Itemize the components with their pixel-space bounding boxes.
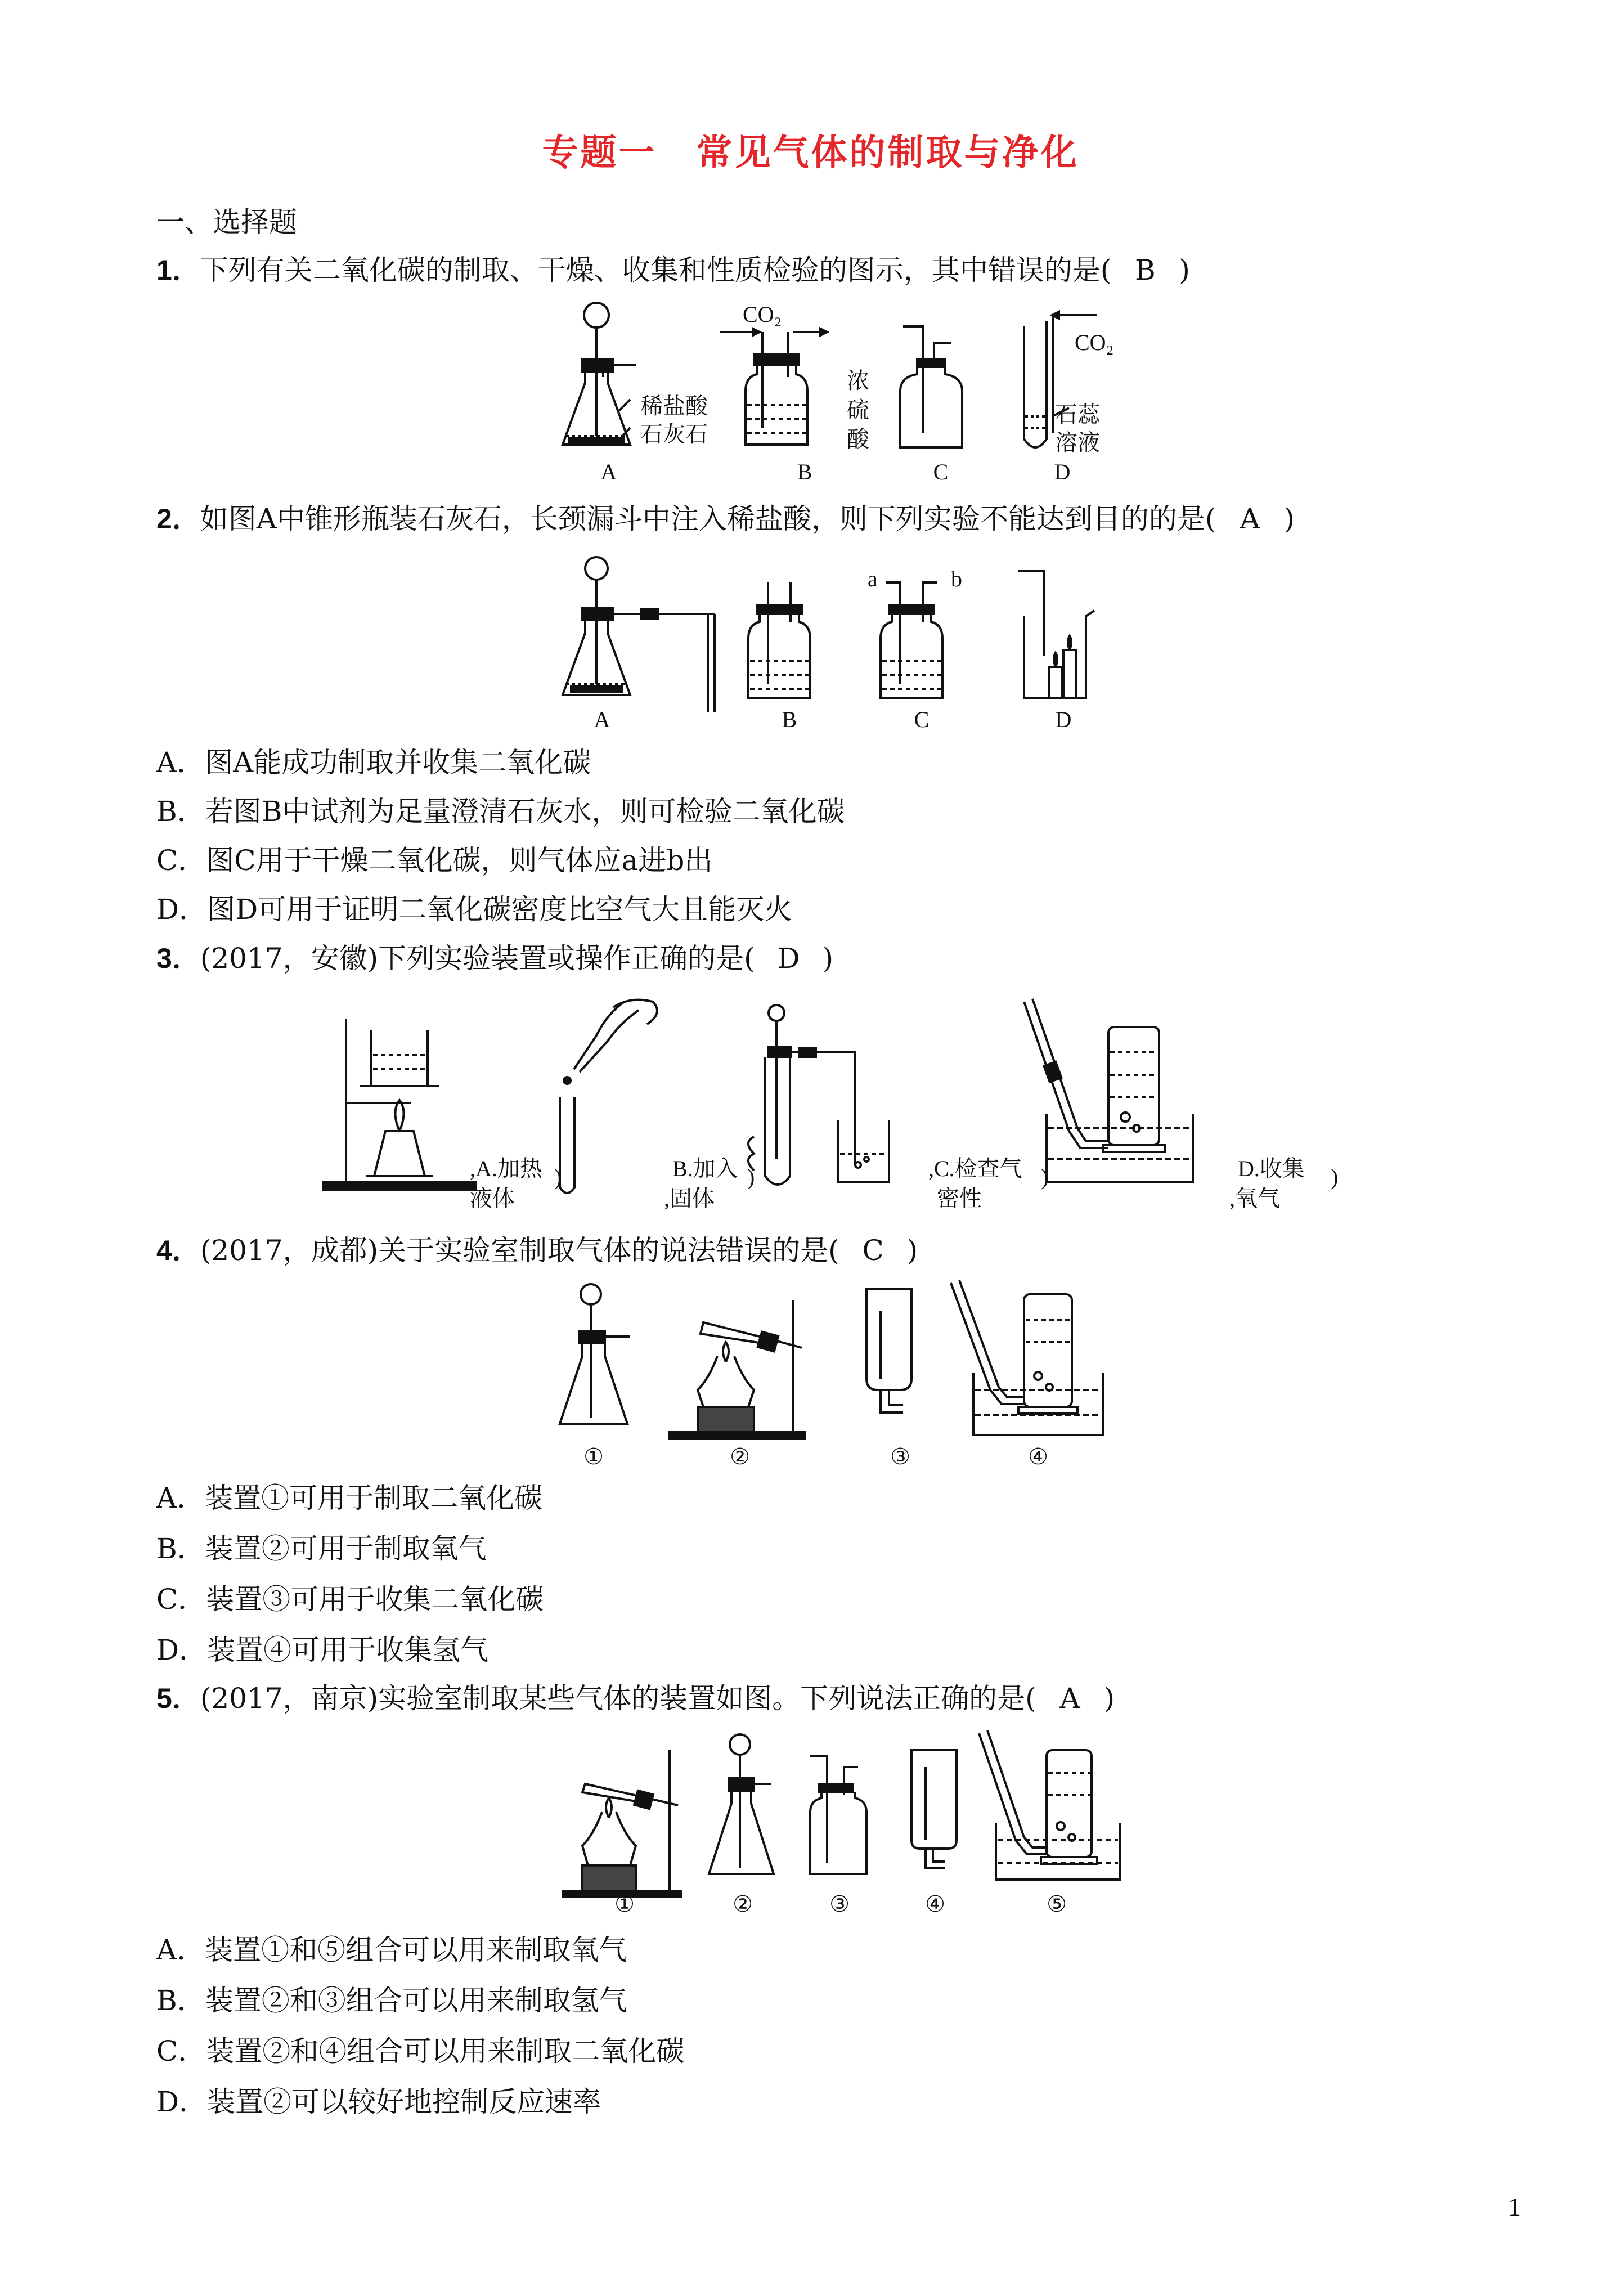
q5-label-2: ② [733, 1891, 753, 1917]
q5-option-d[interactable]: D．装置②可以较好地控制反应速率 [156, 2086, 601, 2118]
q1-apparatus-c [900, 326, 962, 447]
q1-b-gas-label: CO₂ [743, 302, 782, 327]
question-1 [156, 253, 1190, 287]
answer-blank[interactable]: D [777, 942, 800, 975]
section-heading: 一、选择题 [156, 206, 297, 239]
close-paren: ) [906, 1234, 918, 1267]
q1-label-a: A [600, 459, 617, 485]
q2-option-c[interactable]: C．图C用于干燥二氧化碳，则气体应a进b出 [156, 844, 713, 877]
q4-apparatus-4 [951, 1280, 1103, 1435]
q2-apparatus-a [563, 557, 715, 712]
page-title [0, 124, 1621, 176]
question-number: 2． [156, 503, 200, 535]
q2-option-b[interactable]: B．若图B中试剂为足量澄清石灰水，则可检验二氧化碳 [156, 795, 845, 828]
q3-c-label-1: ,C.检查气 [928, 1156, 1022, 1181]
q5-apparatus-2 [709, 1734, 774, 1874]
question-stem: (2017，安徽)下列实验装置或操作正确的是( [200, 942, 755, 975]
close-paren: ) [1283, 503, 1295, 535]
q1-d-gas-label: CO₂ [1075, 330, 1114, 355]
q3-c-close: ) [1041, 1164, 1049, 1190]
q5-label-4: ④ [925, 1891, 945, 1917]
q3-apparatus-d [1024, 999, 1193, 1182]
q1-b-text-2: 硫 [847, 397, 869, 423]
q5-apparatus-1 [563, 1750, 681, 1896]
page-number: 1 [1508, 2192, 1521, 2221]
q3-a-label-2: 液体 [470, 1186, 515, 1211]
q3-b-label-1: B.加入 [672, 1156, 738, 1181]
q1-apparatus-b [720, 329, 827, 445]
close-paren: ) [1179, 254, 1190, 286]
q2-port-b: b [951, 566, 962, 591]
q4-label-2: ② [730, 1444, 750, 1469]
question-number: 1． [156, 254, 200, 286]
question-stem: (2017，南京)实验室制取某些气体的装置如图。下列说法正确的是( [200, 1682, 1036, 1715]
q3-d-label-2: ,氧气 [1229, 1186, 1280, 1211]
q5-option-b[interactable]: B．装置②和③组合可以用来制取氢气 [156, 1984, 627, 2017]
title-part2: 常见气体的制取与净化 [696, 132, 1079, 174]
q4-figure [557, 1277, 1120, 1446]
q4-label-4: ④ [1028, 1444, 1048, 1469]
q1-b-text-1: 浓 [847, 368, 869, 393]
answer-blank[interactable]: C [862, 1234, 884, 1267]
q3-b-label-2: ,固体 [664, 1186, 715, 1211]
q1-d-text-2: 溶液 [1055, 430, 1100, 455]
q1-label-b: B [797, 459, 812, 485]
question-5 [156, 1681, 1115, 1715]
q2-label-d: D [1055, 707, 1072, 732]
q3-a-close: ) [554, 1164, 562, 1190]
q3-d-close: ) [1331, 1164, 1339, 1190]
q1-apparatus-a [563, 303, 636, 445]
q3-d-label-1: D.收集 [1238, 1156, 1305, 1181]
question-3 [156, 941, 833, 975]
close-paren: ) [822, 942, 834, 975]
q2-option-a[interactable]: A．图A能成功制取并收集二氧化碳 [156, 746, 591, 779]
q2-apparatus-c [881, 582, 942, 698]
q2-label-c: C [914, 707, 930, 732]
question-stem: (2017，成都)关于实验室制取气体的说法错误的是( [200, 1234, 839, 1267]
q5-label-5: ⑤ [1047, 1891, 1067, 1917]
q1-d-text-1: 石蕊 [1055, 402, 1100, 427]
q4-label-3: ③ [890, 1444, 910, 1469]
q1-a-label-acid: 稀盐酸 [640, 393, 708, 419]
q5-label-1: ① [614, 1891, 635, 1917]
q4-option-a[interactable]: A．装置①可用于制取二氧化碳 [156, 1482, 543, 1514]
q4-apparatus-1 [560, 1284, 630, 1424]
q2-apparatus-b [748, 582, 810, 698]
q5-label-3: ③ [829, 1891, 850, 1917]
question-4 [156, 1234, 918, 1267]
q2-figure [551, 549, 1125, 718]
question-number: 4． [156, 1235, 200, 1266]
q4-label-1: ① [583, 1444, 604, 1469]
question-number: 3． [156, 943, 200, 974]
question-stem: 如图A中锥形瓶装石灰石，长颈漏斗中注入稀盐酸，则下列实验不能达到目的的是( [200, 503, 1216, 535]
q4-apparatus-3 [866, 1289, 911, 1412]
q3-c-label-2: 密性 [937, 1186, 982, 1211]
q5-apparatus-3 [810, 1756, 866, 1874]
q3-a-label-1: ,A.加热 [470, 1156, 542, 1181]
q1-label-c: C [933, 459, 949, 485]
question-number: 5． [156, 1683, 200, 1714]
answer-blank[interactable]: A [1059, 1682, 1080, 1715]
q4-option-b[interactable]: B．装置②可用于制取氧气 [156, 1532, 487, 1565]
answer-blank[interactable]: A [1240, 503, 1260, 535]
q3-apparatus-a [324, 1019, 475, 1190]
q3-b-close: ) [747, 1164, 755, 1190]
question-stem: 下列有关二氧化碳的制取、干燥、收集和性质检验的图示，其中错误的是( [200, 254, 1112, 286]
close-paren: ) [1103, 1682, 1115, 1715]
q5-apparatus-4 [911, 1750, 957, 1868]
q4-apparatus-2 [670, 1300, 805, 1439]
answer-blank[interactable]: B [1134, 254, 1156, 286]
q1-b-text-3: 酸 [847, 427, 869, 452]
q5-apparatus-5 [979, 1730, 1120, 1880]
q3-apparatus-c [748, 1005, 889, 1185]
q1-figure [540, 293, 1137, 484]
q4-option-c[interactable]: C．装置③可用于收集二氧化碳 [156, 1583, 544, 1616]
q2-apparatus-d [1018, 571, 1094, 698]
q3-apparatus-b [560, 1000, 657, 1193]
q2-label-b: B [782, 707, 797, 732]
q5-option-a[interactable]: A．装置①和⑤组合可以用来制取氧气 [156, 1934, 627, 1966]
q2-label-a: A [594, 707, 610, 732]
q5-figure [563, 1728, 1125, 1896]
q4-option-d[interactable]: D．装置④可用于收集氢气 [156, 1634, 489, 1666]
q1-a-label-stone: 石灰石 [640, 421, 708, 447]
title-part1: 专题一 [542, 132, 657, 174]
q2-option-d[interactable]: D．图D可用于证明二氧化碳密度比空气大且能灭火 [156, 893, 793, 926]
q5-option-c[interactable]: C．装置②和④组合可以用来制取二氧化碳 [156, 2035, 685, 2068]
question-2 [156, 502, 1295, 536]
q2-port-a: a [868, 566, 878, 591]
q1-label-d: D [1054, 459, 1071, 485]
